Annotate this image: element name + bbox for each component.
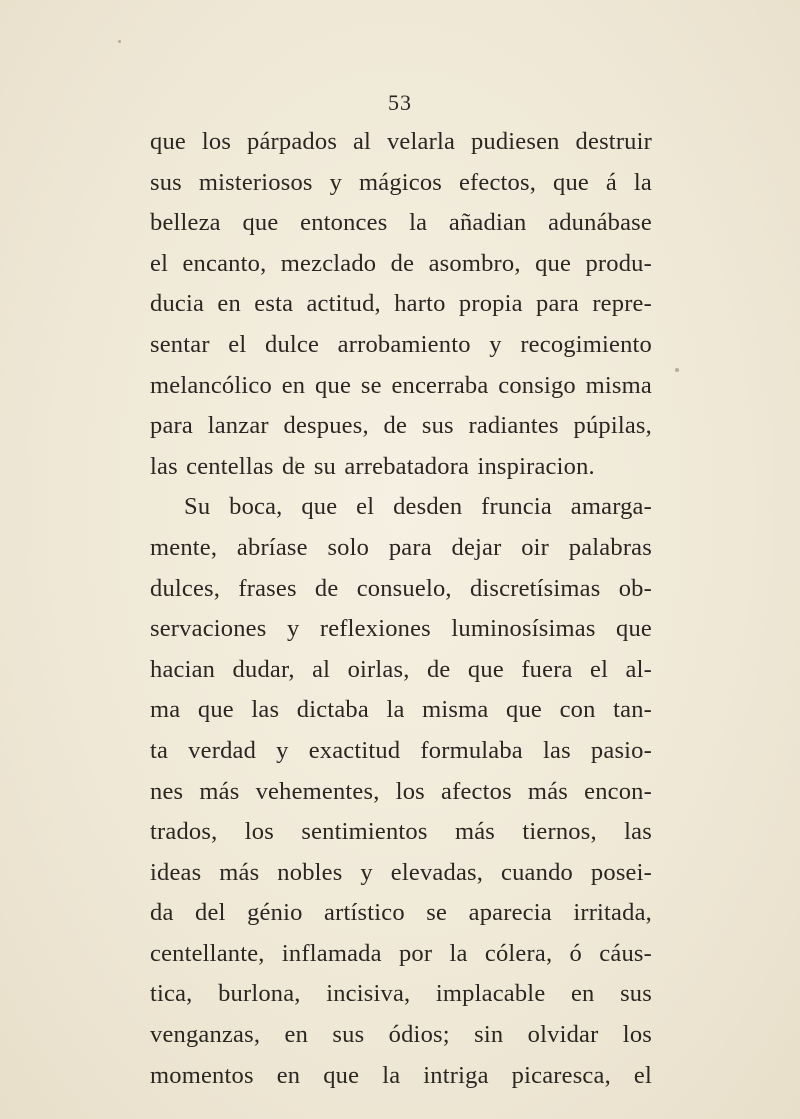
text-line: centellante, inflamada por la cólera, ó cáus-	[150, 939, 652, 967]
text-line: ideas más nobles y elevadas, cuando posei-	[150, 858, 652, 886]
text-line: ma que las dictaba la misma que con tan-	[150, 696, 652, 724]
text-line: mente, abríase solo para dejar oir palabras	[150, 533, 652, 561]
text-line: da del génio artístico se aparecia irritada,	[150, 899, 652, 927]
text-line: sus misteriosos y mágicos efectos, que á la	[150, 168, 652, 196]
text-line: ducia en esta actitud, harto propia para repre-	[150, 290, 652, 318]
paper-speck	[118, 40, 121, 43]
text-line: hacian dudar, al oirlas, de que fuera el al-	[150, 655, 652, 683]
text-line: las centellas de su arrebatadora inspiracion.	[150, 452, 595, 480]
text-line: servaciones y reflexiones luminosísimas que	[150, 615, 652, 643]
text-line: venganzas, en sus ódios; sin olvidar los	[150, 1021, 652, 1049]
text-line: sentar el dulce arrobamiento y recogimiento	[150, 330, 652, 358]
text-line: trados, los sentimientos más tiernos, las	[150, 818, 652, 846]
page-number: 53	[388, 90, 412, 115]
text-line: nes más vehementes, los afectos más encon-	[150, 777, 652, 805]
text-line: dulces, frases de consuelo, discretísimas ob-	[150, 574, 652, 602]
text-line: ta verdad y exactitud formulaba las pasio-	[150, 736, 652, 764]
text-line: para lanzar despues, de sus radiantes púpilas,	[150, 412, 652, 440]
text-line: melancólico en que se encerraba consigo misma	[150, 371, 652, 399]
text-line: el encanto, mezclado de asombro, que produ-	[150, 249, 652, 277]
body-text	[150, 122, 652, 1096]
text-line: momentos en que la intriga picaresca, el	[150, 1061, 652, 1089]
text-line: tica, burlona, incisiva, implacable en sus	[150, 980, 652, 1008]
paper-speck	[675, 368, 679, 372]
text-line: belleza que entonces la añadian adunábase	[150, 209, 652, 237]
text-line: que los párpados al velarla pudiesen destruir	[150, 128, 652, 155]
paragraph-start-line: Su boca, que el desden fruncia amarga-	[184, 493, 652, 521]
